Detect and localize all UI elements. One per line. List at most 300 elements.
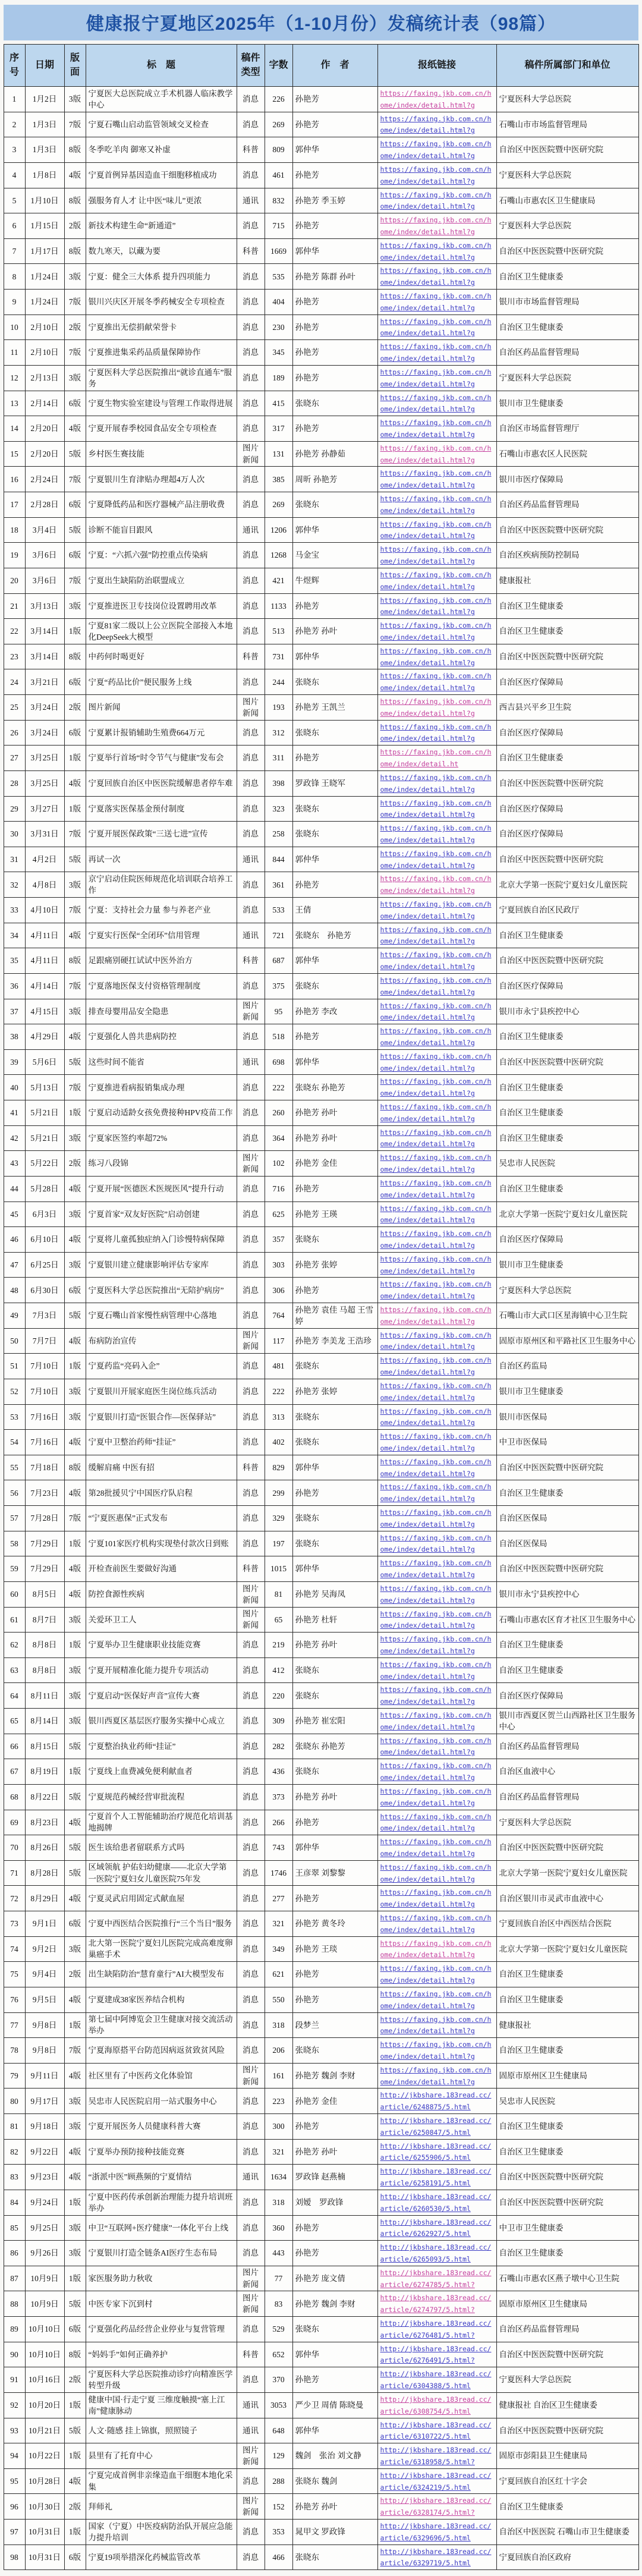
- cell-department: 宁夏医科大学总医院: [496, 365, 638, 391]
- cell-word-count: 306: [265, 1278, 292, 1303]
- cell-date: 3月6日: [25, 543, 64, 568]
- cell-link: [377, 1810, 496, 1835]
- article-link[interactable]: https://faxing.jkb.com.cn/home/index/detail.html?g: [380, 1762, 492, 1782]
- col-header-dept: 稿件所属部门和单位: [496, 45, 638, 87]
- cell-date: 1月2日: [25, 87, 64, 112]
- cell-date: 9月25日: [25, 2215, 64, 2241]
- cell-word-count: 321: [265, 1911, 292, 1937]
- cell-authors: 孙艳芳 王琰: [292, 1936, 377, 1962]
- cell-link: [377, 2544, 496, 2570]
- article-link[interactable]: http://jkbshare.183read.cc/article/6250847/5.html: [380, 2116, 492, 2137]
- cell-page-edition: 7版: [64, 898, 86, 923]
- article-link[interactable]: https://faxing.jkb.com.cn/home/index/detail.html?g: [380, 976, 492, 996]
- article-link[interactable]: https://faxing.jkb.com.cn/home/index/detail.html?g: [380, 140, 492, 161]
- cell-date: 10月21日: [25, 2418, 64, 2443]
- article-link[interactable]: http://jkbshare.183read.cc/article/6262927/5.html: [380, 2218, 492, 2238]
- cell-authors: 郭仲华: [292, 137, 377, 163]
- table-row: [4, 872, 638, 898]
- cell-serial-number: 7: [4, 238, 25, 264]
- cell-link: [377, 2089, 496, 2114]
- cell-word-count: 385: [265, 467, 292, 492]
- cell-article-type: 消息: [237, 2012, 265, 2038]
- cell-link: [377, 822, 496, 847]
- article-link[interactable]: https://faxing.jkb.com.cn/home/index/detail.html?g: [380, 1381, 492, 1402]
- cell-article-title: 宁夏：支持社会力量 参与养老产业: [86, 898, 237, 923]
- table-row: [4, 770, 638, 796]
- cell-authors: 张晓东: [292, 2544, 377, 2570]
- article-link[interactable]: https://faxing.jkb.com.cn/home/index/detail.html?g: [380, 495, 492, 515]
- cell-word-count: 303: [265, 1252, 292, 1278]
- cell-word-count: 197: [265, 1531, 292, 1556]
- cell-page-edition: 8版: [64, 238, 86, 264]
- cell-date: 1月24日: [25, 264, 64, 290]
- cell-article-title: 宁夏推进医卫专技岗位设置聘用改革: [86, 593, 237, 619]
- cell-article-title: 宁夏启动“医保好声音”宣传大赛: [86, 1683, 237, 1709]
- article-link[interactable]: https://faxing.jkb.com.cn/home/index/detail.html?g: [380, 1204, 492, 1225]
- article-link[interactable]: http://jkbshare.183read.cc/article/6329719/5.html: [380, 2547, 492, 2568]
- article-link[interactable]: https://faxing.jkb.com.cn/home/index/detail.ht: [380, 748, 492, 769]
- cell-article-title: 银川西夏区基层医疗服务实操中心成立: [86, 1709, 237, 1734]
- article-link[interactable]: https://faxing.jkb.com.cn/home/index/detail.html?g: [380, 1660, 492, 1681]
- cell-word-count: 83: [265, 2291, 292, 2317]
- cell-authors: 刘嫒 罗政锋: [292, 2190, 377, 2215]
- cell-serial-number: 38: [4, 1024, 25, 1050]
- article-link[interactable]: https://faxing.jkb.com.cn/home/index/detail.html?g: [380, 1939, 492, 1959]
- article-link[interactable]: http://jkbshare.183read.cc/article/6328174/5.html?: [380, 2496, 492, 2517]
- cell-page-edition: 8版: [64, 188, 86, 213]
- cell-article-type: 图片新闻: [237, 1581, 265, 1607]
- cell-serial-number: 94: [4, 2443, 25, 2469]
- table-row: [4, 1607, 638, 1633]
- cell-department: 宁夏医科大学总医院: [496, 1278, 638, 1303]
- cell-article-title: 足跟痛别硬扛试试中医外治方: [86, 948, 237, 974]
- article-link[interactable]: https://faxing.jkb.com.cn/home/index/detail.html?g: [380, 2065, 492, 2086]
- cell-page-edition: 3版: [64, 1683, 86, 1709]
- cell-page-edition: 1版: [64, 2012, 86, 2038]
- article-link[interactable]: https://faxing.jkb.com.cn/home/index/detail.html?g: [380, 419, 492, 439]
- article-link[interactable]: https://faxing.jkb.com.cn/home/index/detail.html?g: [380, 241, 492, 262]
- cell-date: 7月18日: [25, 1455, 64, 1480]
- cell-article-title: 宁夏完成首例非亲缘造血干细胞本地化采集: [86, 2468, 237, 2494]
- cell-article-title: 新技术构建生命“新通道”: [86, 213, 237, 239]
- cell-page-edition: 4版: [64, 1328, 86, 1354]
- cell-word-count: 361: [265, 872, 292, 898]
- cell-article-title: 银川兴庆区开展冬季药械安全专项检查: [86, 290, 237, 315]
- cell-word-count: 269: [265, 112, 292, 137]
- cell-article-title: 宁夏101家医疗机构实现垫付款次日到账: [86, 1531, 237, 1556]
- article-link[interactable]: https://faxing.jkb.com.cn/home/index/detail.html?g: [380, 292, 492, 312]
- cell-page-edition: 3版: [64, 264, 86, 290]
- cell-date: 9月2日: [25, 1936, 64, 1962]
- article-link[interactable]: https://faxing.jkb.com.cn/home/index/detail.html?g: [380, 1736, 492, 1757]
- table-row: [4, 1075, 638, 1100]
- cell-article-title: 宁夏生物实验室建设与管理工作取得进展: [86, 391, 237, 416]
- cell-word-count: 832: [265, 188, 292, 213]
- cell-serial-number: 89: [4, 2317, 25, 2342]
- cell-link: [377, 593, 496, 619]
- cell-department: 自治区中医医院暨中医研究院: [496, 2190, 638, 2215]
- article-link[interactable]: https://faxing.jkb.com.cn/home/index/detail.html?g: [380, 773, 492, 794]
- article-link[interactable]: https://faxing.jkb.com.cn/home/index/detail.html?g: [380, 1306, 492, 1326]
- table-row: [4, 2317, 638, 2342]
- article-link[interactable]: https://faxing.jkb.com.cn/home/index/detail.html?g: [380, 89, 492, 109]
- cell-word-count: 481: [265, 1354, 292, 1379]
- cell-authors: 郭仲华: [292, 644, 377, 669]
- cell-article-title: 出生缺陷防治“慧育童行”AI大模型发布: [86, 1962, 237, 1987]
- cell-department: 北京大学第一医院宁夏妇女儿童医院: [496, 1201, 638, 1227]
- cell-serial-number: 34: [4, 923, 25, 948]
- cell-page-edition: 4版: [64, 1176, 86, 1201]
- article-link[interactable]: https://faxing.jkb.com.cn/home/index/detail.html?g: [380, 444, 492, 464]
- cell-article-title: 吴忠市人民医院启用一站式服务中心: [86, 2089, 237, 2114]
- table-row: [4, 2038, 638, 2064]
- article-link[interactable]: https://faxing.jkb.com.cn/home/index/detail.html?g: [380, 1635, 492, 1655]
- article-link[interactable]: https://faxing.jkb.com.cn/home/index/detail.html?g: [380, 1483, 492, 1504]
- article-link[interactable]: https://faxing.jkb.com.cn/home/index/detail.html?g: [380, 1407, 492, 1427]
- article-link[interactable]: https://faxing.jkb.com.cn/home/index/detail.html?g: [380, 1178, 492, 1199]
- article-link[interactable]: https://faxing.jkb.com.cn/home/index/detail.html?g: [380, 875, 492, 895]
- cell-serial-number: 63: [4, 1657, 25, 1683]
- table-row: [4, 1480, 638, 1506]
- cell-authors: 孙艳芳: [292, 1480, 377, 1506]
- cell-article-title: 宁夏累计报销辅助生殖费664万元: [86, 720, 237, 746]
- cell-department: 自治区卫生健康委: [496, 1633, 638, 1658]
- article-link[interactable]: https://faxing.jkb.com.cn/home/index/detail.html?g: [380, 722, 492, 743]
- cell-link: [377, 1683, 496, 1709]
- cell-date: 8月22日: [25, 1784, 64, 1810]
- cell-article-type: 消息: [237, 1683, 265, 1709]
- article-link[interactable]: https://faxing.jkb.com.cn/home/index/detail.html?g: [380, 1812, 492, 1833]
- cell-department: 自治区中医医院暨中医研究院: [496, 517, 638, 543]
- cell-authors: 张晓东: [292, 1227, 377, 1253]
- table-row: [4, 822, 638, 847]
- cell-page-edition: 4版: [64, 770, 86, 796]
- cell-authors: 孙艳芳 孙叶: [292, 1633, 377, 1658]
- cell-article-type: 消息: [237, 1024, 265, 1050]
- article-link[interactable]: https://faxing.jkb.com.cn/home/index/detail.html?g: [380, 1786, 492, 1807]
- article-link[interactable]: https://faxing.jkb.com.cn/home/index/detail.html?g: [380, 1964, 492, 1985]
- article-link[interactable]: http://jkbshare.183read.cc/article/6274797/5.html?: [380, 2294, 492, 2314]
- col-header-no: 序号: [4, 45, 25, 87]
- article-link[interactable]: https://faxing.jkb.com.cn/home/index/detail.html?g: [380, 697, 492, 718]
- article-link[interactable]: https://faxing.jkb.com.cn/home/index/detail.html?g: [380, 367, 492, 388]
- article-link[interactable]: https://faxing.jkb.com.cn/home/index/detail.html?g: [380, 1457, 492, 1478]
- cell-authors: 张晓东: [292, 669, 377, 695]
- article-link[interactable]: https://faxing.jkb.com.cn/home/index/detail.html?g: [380, 1711, 492, 1731]
- cell-word-count: 102: [265, 1151, 292, 1177]
- cell-serial-number: 58: [4, 1531, 25, 1556]
- cell-article-title: 诊断不能盲目跟风: [86, 517, 237, 543]
- table-row: [4, 1709, 638, 1734]
- article-link[interactable]: http://jkbshare.183read.cc/article/6265093/5.html: [380, 2243, 492, 2263]
- cell-article-title: 再试一次: [86, 847, 237, 872]
- cell-link: [377, 948, 496, 974]
- article-link[interactable]: https://faxing.jkb.com.cn/home/index/detail.html?g: [380, 266, 492, 287]
- cell-date: 7月29日: [25, 1531, 64, 1556]
- article-link[interactable]: https://faxing.jkb.com.cn/home/index/detail.html?g: [380, 1508, 492, 1528]
- cell-word-count: 844: [265, 847, 292, 872]
- cell-article-type: 消息: [237, 264, 265, 290]
- cell-word-count: 3053: [265, 2392, 292, 2418]
- cell-department: 自治区卫生健康委: [496, 1657, 638, 1683]
- cell-date: 9月8日: [25, 2038, 64, 2064]
- cell-department: 自治区卫生健康委: [496, 1176, 638, 1201]
- article-link[interactable]: http://jkbshare.183read.cc/article/6324219/5.html: [380, 2471, 492, 2492]
- cell-article-title: 家医服务助力秋收: [86, 2266, 237, 2291]
- cell-department: 银川市西夏区贺兰山西路社区卫生服务中心: [496, 1709, 638, 1734]
- cell-link: [377, 1480, 496, 1506]
- cell-article-title: 布病防治宣传: [86, 1328, 237, 1354]
- article-link[interactable]: https://faxing.jkb.com.cn/home/index/detail.html?g: [380, 1863, 492, 1883]
- article-link[interactable]: https://faxing.jkb.com.cn/home/index/detail.html?g: [380, 1052, 492, 1072]
- article-link[interactable]: https://faxing.jkb.com.cn/home/index/detail.html?g: [380, 545, 492, 566]
- article-link[interactable]: https://faxing.jkb.com.cn/home/index/detail.html?g: [380, 1128, 492, 1149]
- cell-page-edition: 8版: [64, 644, 86, 669]
- cell-article-type: 科普: [237, 1455, 265, 1480]
- cell-article-type: 消息: [237, 770, 265, 796]
- cell-serial-number: 65: [4, 1709, 25, 1734]
- cell-word-count: 398: [265, 770, 292, 796]
- cell-serial-number: 47: [4, 1252, 25, 1278]
- article-link[interactable]: https://faxing.jkb.com.cn/home/index/detail.html?g: [380, 1888, 492, 1909]
- cell-link: [377, 1784, 496, 1810]
- article-link[interactable]: https://faxing.jkb.com.cn/home/index/detail.html?g: [380, 1989, 492, 2010]
- article-link[interactable]: http://jkbshare.183read.cc/article/6304388/5.html: [380, 2370, 492, 2391]
- cell-link: [377, 391, 496, 416]
- table-row: [4, 847, 638, 872]
- cell-serial-number: 42: [4, 1125, 25, 1151]
- article-link[interactable]: http://jkbshare.183read.cc/article/6276491/5.html?: [380, 2344, 492, 2365]
- cell-date: 5月28日: [25, 1176, 64, 1201]
- article-link[interactable]: https://faxing.jkb.com.cn/home/index/detail.html?g: [380, 1609, 492, 1630]
- cell-date: 5月13日: [25, 1075, 64, 1100]
- cell-date: 4月29日: [25, 1024, 64, 1050]
- cell-department: 自治区卫生健康委: [496, 593, 638, 619]
- cell-article-title: 宁夏开展精准化能力提升专项活动: [86, 1657, 237, 1683]
- article-link[interactable]: https://faxing.jkb.com.cn/home/index/detail.html?g: [380, 798, 492, 819]
- cell-page-edition: 6版: [64, 720, 86, 746]
- cell-article-type: 消息: [237, 467, 265, 492]
- cell-link: [377, 644, 496, 669]
- cell-word-count: 1634: [265, 2165, 292, 2190]
- article-link[interactable]: https://faxing.jkb.com.cn/home/index/detail.html?g: [380, 1027, 492, 1047]
- cell-page-edition: 4版: [64, 2139, 86, 2165]
- cell-authors: 张晓东: [292, 973, 377, 999]
- article-link[interactable]: https://faxing.jkb.com.cn/home/index/detail.html?g: [380, 1331, 492, 1351]
- article-link[interactable]: https://faxing.jkb.com.cn/home/index/detail.html?g: [380, 2040, 492, 2061]
- article-link[interactable]: https://faxing.jkb.com.cn/home/index/detail.html?g: [380, 1229, 492, 1250]
- cell-department: 宁夏回族自治区红十字会: [496, 2468, 638, 2494]
- cell-page-edition: 8版: [64, 1455, 86, 1480]
- cell-serial-number: 64: [4, 1683, 25, 1709]
- cell-department: 自治区卫生健康委: [496, 1987, 638, 2012]
- cell-serial-number: 90: [4, 2342, 25, 2367]
- cell-date: 10月10日: [25, 2342, 64, 2367]
- cell-authors: 郭仲华: [292, 1835, 377, 1861]
- cell-article-title: 宁夏“药品比价”便民服务上线: [86, 669, 237, 695]
- cell-article-title: 宁夏石嘴山启动监管领域交叉检查: [86, 112, 237, 137]
- cell-serial-number: 9: [4, 290, 25, 315]
- table-row: [4, 2392, 638, 2418]
- cell-link: [377, 112, 496, 137]
- article-link[interactable]: http://jkbshare.183read.cc/article/6248875/5.html: [380, 2091, 492, 2112]
- cell-authors: 张晓东: [292, 1506, 377, 1531]
- article-link[interactable]: http://jkbshare.183read.cc/article/6274785/5.html?: [380, 2268, 492, 2289]
- article-link[interactable]: https://faxing.jkb.com.cn/home/index/detail.html?g: [380, 1432, 492, 1452]
- cell-article-title: 宁夏家医签约率超72%: [86, 1125, 237, 1151]
- table-row: [4, 1860, 638, 1886]
- cell-serial-number: 17: [4, 492, 25, 518]
- article-link[interactable]: https://faxing.jkb.com.cn/home/index/detail.html?g: [380, 216, 492, 236]
- article-link[interactable]: https://faxing.jkb.com.cn/home/index/detail.html?g: [380, 190, 492, 211]
- article-link[interactable]: https://faxing.jkb.com.cn/home/index/detail.html?g: [380, 165, 492, 185]
- article-link[interactable]: https://faxing.jkb.com.cn/home/index/detail.html?g: [380, 646, 492, 667]
- cell-link: [377, 1886, 496, 1911]
- table-row: [4, 2114, 638, 2140]
- cell-serial-number: 6: [4, 213, 25, 239]
- cell-authors: 郭仲华: [292, 1455, 377, 1480]
- cell-article-title: 宁夏银川生育津贴办理超4万人次: [86, 467, 237, 492]
- table-row: [4, 2443, 638, 2469]
- article-link[interactable]: http://jkbshare.183read.cc/article/6308754/5.html: [380, 2395, 492, 2415]
- cell-department: 固原市彭阳县卫生健康局: [496, 2443, 638, 2469]
- cell-date: 8月5日: [25, 1581, 64, 1607]
- cell-authors: 张晓东: [292, 391, 377, 416]
- article-link[interactable]: https://faxing.jkb.com.cn/home/index/detail.html?g: [380, 900, 492, 920]
- cell-word-count: 415: [265, 391, 292, 416]
- cell-serial-number: 87: [4, 2266, 25, 2291]
- cell-page-edition: 2版: [64, 213, 86, 239]
- cell-serial-number: 80: [4, 2089, 25, 2114]
- article-link[interactable]: http://jkbshare.183read.cc/article/6276481/5.html?: [380, 2319, 492, 2339]
- article-link[interactable]: https://faxing.jkb.com.cn/home/index/detail.html?g: [380, 1533, 492, 1554]
- page-title: 健康报宁夏地区2025年（1-10月份）发稿统计表（98篇）: [4, 5, 638, 40]
- cell-serial-number: 86: [4, 2241, 25, 2266]
- article-link[interactable]: https://faxing.jkb.com.cn/home/index/detail.html?g: [380, 1254, 492, 1275]
- cell-article-title: 宁夏出生缺陷防治联盟成立: [86, 568, 237, 593]
- cell-serial-number: 70: [4, 1835, 25, 1861]
- article-link[interactable]: https://faxing.jkb.com.cn/home/index/detail.html?g: [380, 824, 492, 844]
- table-row: [4, 1734, 638, 1759]
- article-link[interactable]: https://faxing.jkb.com.cn/home/index/detail.html?g: [380, 621, 492, 641]
- article-link[interactable]: https://faxing.jkb.com.cn/home/index/detail.html?g: [380, 2015, 492, 2036]
- cell-page-edition: 7版: [64, 1506, 86, 1531]
- cell-article-type: 图片新闻: [237, 2494, 265, 2520]
- table-row: [4, 2241, 638, 2266]
- cell-date: 4月11日: [25, 948, 64, 974]
- cell-authors: 孙艳芳: [292, 2367, 377, 2393]
- cell-date: 1月17日: [25, 238, 64, 264]
- article-link[interactable]: https://faxing.jkb.com.cn/home/index/detail.html?g: [380, 672, 492, 693]
- cell-page-edition: 1版: [64, 1633, 86, 1658]
- article-link[interactable]: https://faxing.jkb.com.cn/home/index/detail.html?g: [380, 1077, 492, 1098]
- article-link[interactable]: https://faxing.jkb.com.cn/home/index/detail.html?g: [380, 951, 492, 971]
- cell-article-type: 科普: [237, 1556, 265, 1582]
- table-row: [4, 1455, 638, 1480]
- article-link[interactable]: https://faxing.jkb.com.cn/home/index/detail.html?g: [380, 1280, 492, 1301]
- article-link[interactable]: http://jkbshare.183read.cc/article/6258191/5.html: [380, 2167, 492, 2188]
- article-link[interactable]: https://faxing.jkb.com.cn/home/index/detail.html?g: [380, 520, 492, 540]
- article-link[interactable]: https://faxing.jkb.com.cn/home/index/detail.html?g: [380, 570, 492, 591]
- cell-link: [377, 2190, 496, 2215]
- cell-word-count: 412: [265, 1657, 292, 1683]
- cell-article-type: 消息: [237, 2114, 265, 2140]
- cell-article-type: 图片新闻: [237, 695, 265, 721]
- cell-word-count: 349: [265, 1936, 292, 1962]
- cell-article-type: 消息: [237, 2544, 265, 2570]
- article-link[interactable]: https://faxing.jkb.com.cn/home/index/detail.html?g: [380, 596, 492, 617]
- cell-serial-number: 73: [4, 1911, 25, 1937]
- cell-authors: 孙艳芳 崔宏阳: [292, 1709, 377, 1734]
- cell-date: 3月24日: [25, 720, 64, 746]
- cell-page-edition: 2版: [64, 314, 86, 340]
- cell-department: 宁夏医科大学总医院: [496, 162, 638, 188]
- article-link[interactable]: https://faxing.jkb.com.cn/home/index/detail.html?g: [380, 1584, 492, 1605]
- cell-authors: 孙艳芳 金佳: [292, 1151, 377, 1177]
- article-link[interactable]: http://jkbshare.183read.cc/article/6255906/5.html: [380, 2141, 492, 2162]
- cell-department: 自治区卫生健康委: [496, 619, 638, 644]
- article-link[interactable]: https://faxing.jkb.com.cn/home/index/detail.html?g: [380, 1559, 492, 1580]
- cell-word-count: 313: [265, 1404, 292, 1430]
- cell-serial-number: 23: [4, 644, 25, 669]
- cell-date: 1月24日: [25, 290, 64, 315]
- article-link[interactable]: https://faxing.jkb.com.cn/home/index/detail.html?g: [380, 1153, 492, 1174]
- col-header-title: 标 题: [86, 45, 237, 87]
- cell-article-type: 通讯: [237, 517, 265, 543]
- article-link[interactable]: https://faxing.jkb.com.cn/home/index/detail.html?g: [380, 1001, 492, 1022]
- article-link[interactable]: https://faxing.jkb.com.cn/home/index/detail.html?g: [380, 1685, 492, 1706]
- cell-authors: 孙艳芳 王凯兰: [292, 695, 377, 721]
- cell-link: [377, 1734, 496, 1759]
- cell-article-title: 宁夏将儿童孤独症纳入门诊慢特病保障: [86, 1227, 237, 1253]
- article-link[interactable]: https://faxing.jkb.com.cn/home/index/detail.html?g: [380, 317, 492, 338]
- table-row: [4, 365, 638, 391]
- cell-link: [377, 2165, 496, 2190]
- table-row: [4, 1278, 638, 1303]
- article-link[interactable]: https://faxing.jkb.com.cn/home/index/detail.html?g: [380, 393, 492, 414]
- cell-serial-number: 59: [4, 1556, 25, 1582]
- cell-authors: 张晓东: [292, 1354, 377, 1379]
- cell-link: [377, 695, 496, 721]
- article-link[interactable]: https://faxing.jkb.com.cn/home/index/detail.html?g: [380, 114, 492, 135]
- cell-department: 自治区药品监督管理局: [496, 1784, 638, 1810]
- cell-article-type: 消息: [237, 1075, 265, 1100]
- article-link[interactable]: http://jkbshare.183read.cc/article/6318958/5.html?: [380, 2446, 492, 2466]
- article-link[interactable]: https://faxing.jkb.com.cn/home/index/detail.html?g: [380, 925, 492, 946]
- article-link[interactable]: https://faxing.jkb.com.cn/home/index/detail.html?g: [380, 1356, 492, 1377]
- article-link[interactable]: http://jkbshare.183read.cc/article/6260530/5.html: [380, 2192, 492, 2213]
- article-link[interactable]: http://jkbshare.183read.cc/article/6329696/5.html: [380, 2522, 492, 2542]
- cell-serial-number: 13: [4, 391, 25, 416]
- article-link[interactable]: https://faxing.jkb.com.cn/home/index/detail.html?g: [380, 849, 492, 870]
- cell-department: 自治区中医医院 石嘴山市卫生健康委: [496, 2520, 638, 2545]
- cell-authors: 郭仲华: [292, 948, 377, 974]
- article-link[interactable]: https://faxing.jkb.com.cn/home/index/detail.html?g: [380, 342, 492, 363]
- table-row: [4, 2266, 638, 2291]
- article-link[interactable]: https://faxing.jkb.com.cn/home/index/detail.html?g: [380, 1838, 492, 1858]
- cell-date: 1月3日: [25, 112, 64, 137]
- article-link[interactable]: https://faxing.jkb.com.cn/home/index/detail.html?g: [380, 1103, 492, 1123]
- article-link[interactable]: http://jkbshare.183read.cc/article/6310722/5.html: [380, 2420, 492, 2441]
- article-link[interactable]: https://faxing.jkb.com.cn/home/index/detail.html?g: [380, 1914, 492, 1934]
- article-link[interactable]: https://faxing.jkb.com.cn/home/index/detail.html?g: [380, 469, 492, 490]
- cell-authors: 魏剑 张治 刘文静: [292, 2443, 377, 2469]
- cell-link: [377, 1201, 496, 1227]
- cell-article-title: 京宁启动住院医师规范化培训联合培养工作: [86, 872, 237, 898]
- cell-authors: 孙艳芳 庞文倩: [292, 2266, 377, 2291]
- cell-department: 银川市永宁县疾控中心: [496, 1581, 638, 1607]
- cell-department: 自治区医疗保障局: [496, 1227, 638, 1253]
